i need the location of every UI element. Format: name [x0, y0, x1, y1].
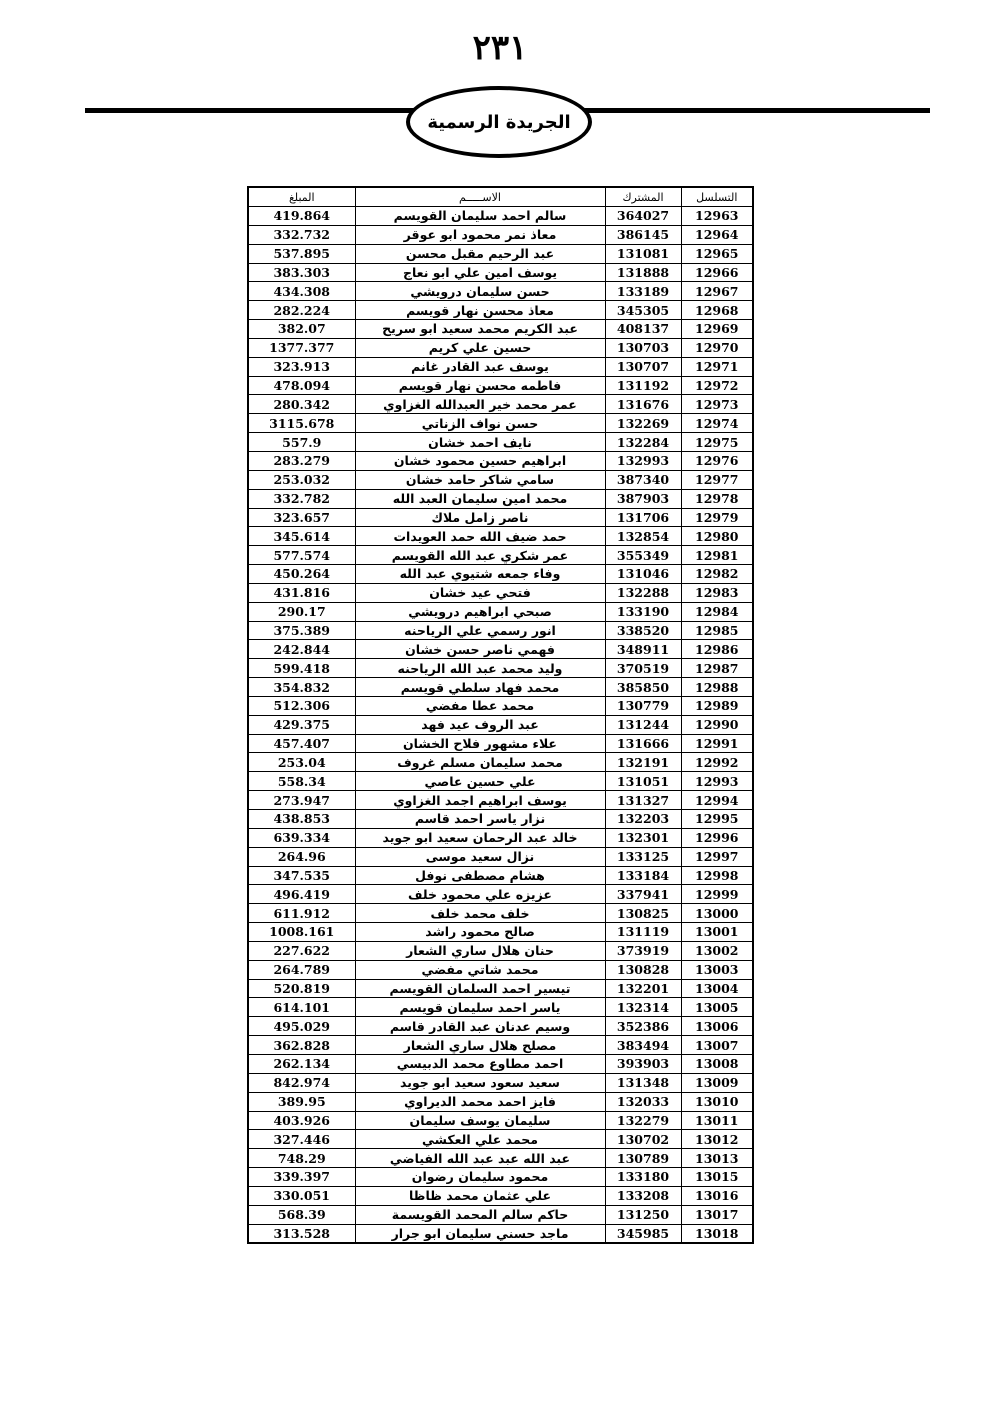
- cell-name: سليمان يوسف سليمان: [355, 1111, 605, 1130]
- table-row: [248, 1092, 753, 1111]
- table-row: [248, 979, 753, 998]
- table-row: [248, 357, 753, 376]
- cell-amount: 354.832: [248, 678, 355, 697]
- cell-name: وسيم عدنان عبد القادر قاسم: [355, 1017, 605, 1036]
- cell-subscriber: 133189: [605, 282, 681, 301]
- cell-subscriber: 355349: [605, 546, 681, 565]
- cell-amount: 253.04: [248, 753, 355, 772]
- cell-amount: 496.419: [248, 885, 355, 904]
- page-number: ٢٣١: [472, 28, 528, 68]
- table-row: [248, 866, 753, 885]
- cell-name: فتحي عيد خشان: [355, 583, 605, 602]
- cell-serial: 12969: [681, 320, 753, 339]
- cell-subscriber: 131666: [605, 734, 681, 753]
- cell-serial: 12997: [681, 847, 753, 866]
- cell-amount: 495.029: [248, 1017, 355, 1036]
- header-oval: [406, 86, 592, 158]
- table-row: [248, 433, 753, 452]
- cell-serial: 13004: [681, 979, 753, 998]
- cell-amount: 512.306: [248, 696, 355, 715]
- cell-serial: 12989: [681, 696, 753, 715]
- cell-serial: 12975: [681, 433, 753, 452]
- cell-subscriber: 133208: [605, 1186, 681, 1205]
- cell-amount: 313.528: [248, 1224, 355, 1243]
- cell-name: عمر محمد خير العبدالله الغزاوي: [355, 395, 605, 414]
- cell-name: ابراهيم حسين محمود خشان: [355, 451, 605, 470]
- cell-serial: 12992: [681, 753, 753, 772]
- cell-subscriber: 133180: [605, 1168, 681, 1187]
- cell-name: سالم احمد سليمان القويسم: [355, 207, 605, 226]
- cell-name: صالح محمود راشد: [355, 923, 605, 942]
- table-row: [248, 941, 753, 960]
- cell-name: انور رسمي علي الرياحنه: [355, 621, 605, 640]
- table-row: [248, 451, 753, 470]
- cell-name: معاذ نمر محمود ابو عوقر: [355, 225, 605, 244]
- table-row: [248, 659, 753, 678]
- cell-subscriber: 337941: [605, 885, 681, 904]
- cell-amount: 242.844: [248, 640, 355, 659]
- cell-serial: 13000: [681, 904, 753, 923]
- cell-name: يوسف ابراهيم اجمد الغزاوي: [355, 791, 605, 810]
- cell-amount: 557.9: [248, 433, 355, 452]
- cell-name: محمد سليمان مسلم غروف: [355, 753, 605, 772]
- cell-amount: 639.334: [248, 828, 355, 847]
- cell-subscriber: 130825: [605, 904, 681, 923]
- cell-serial: 12965: [681, 244, 753, 263]
- cell-name: عبد الله عبد عبد الله الفياضي: [355, 1149, 605, 1168]
- table-row: [248, 696, 753, 715]
- cell-serial: 12966: [681, 263, 753, 282]
- cell-name: حسين علي كريم: [355, 338, 605, 357]
- cell-subscriber: 133184: [605, 866, 681, 885]
- table-row: [248, 1111, 753, 1130]
- cell-amount: 1377.377: [248, 338, 355, 357]
- cell-subscriber: 387340: [605, 470, 681, 489]
- cell-subscriber: 132203: [605, 810, 681, 829]
- cell-amount: 429.375: [248, 715, 355, 734]
- cell-subscriber: 131192: [605, 376, 681, 395]
- cell-name: خالد عبد الرحمان سعيد ابو جويد: [355, 828, 605, 847]
- table-row: [248, 565, 753, 584]
- cell-serial: 12995: [681, 810, 753, 829]
- table-row: [248, 414, 753, 433]
- cell-name: علاء مشهور فلاح الخشان: [355, 734, 605, 753]
- cell-subscriber: 133190: [605, 602, 681, 621]
- cell-amount: 330.051: [248, 1186, 355, 1205]
- cell-subscriber: 132993: [605, 451, 681, 470]
- cell-subscriber: 130707: [605, 357, 681, 376]
- cell-subscriber: 370519: [605, 659, 681, 678]
- cell-subscriber: 131706: [605, 508, 681, 527]
- cell-serial: 13002: [681, 941, 753, 960]
- cell-serial: 13001: [681, 923, 753, 942]
- cell-amount: 568.39: [248, 1205, 355, 1224]
- cell-subscriber: 130702: [605, 1130, 681, 1149]
- cell-serial: 12991: [681, 734, 753, 753]
- cell-name: محمد عطا مفضي: [355, 696, 605, 715]
- cell-subscriber: 130779: [605, 696, 681, 715]
- cell-amount: 290.17: [248, 602, 355, 621]
- cell-amount: 1008.161: [248, 923, 355, 942]
- cell-amount: 332.782: [248, 489, 355, 508]
- cell-subscriber: 348911: [605, 640, 681, 659]
- cell-subscriber: 386145: [605, 225, 681, 244]
- cell-amount: 332.732: [248, 225, 355, 244]
- cell-amount: 273.947: [248, 791, 355, 810]
- cell-name: فايز احمد محمد الديراوي: [355, 1092, 605, 1111]
- cell-serial: 13010: [681, 1092, 753, 1111]
- cell-serial: 12970: [681, 338, 753, 357]
- cell-amount: 383.303: [248, 263, 355, 282]
- table-row: [248, 923, 753, 942]
- cell-amount: 327.446: [248, 1130, 355, 1149]
- table-row: [248, 489, 753, 508]
- cell-subscriber: 408137: [605, 320, 681, 339]
- cell-amount: 537.895: [248, 244, 355, 263]
- header-name: الاســـــم: [355, 187, 605, 207]
- cell-subscriber: 131888: [605, 263, 681, 282]
- cell-amount: 323.657: [248, 508, 355, 527]
- cell-serial: 13016: [681, 1186, 753, 1205]
- cell-name: عبد الروف عيد فهد: [355, 715, 605, 734]
- cell-name: يوسف امين علي ابو نعاج: [355, 263, 605, 282]
- cell-amount: 375.389: [248, 621, 355, 640]
- cell-name: خلف محمد خلف: [355, 904, 605, 923]
- cell-subscriber: 345305: [605, 301, 681, 320]
- cell-subscriber: 345985: [605, 1224, 681, 1243]
- cell-subscriber: 131051: [605, 772, 681, 791]
- table-row: [248, 640, 753, 659]
- cell-amount: 457.407: [248, 734, 355, 753]
- cell-serial: 12972: [681, 376, 753, 395]
- cell-amount: 323.913: [248, 357, 355, 376]
- table-row: [248, 885, 753, 904]
- cell-subscriber: 132201: [605, 979, 681, 998]
- cell-name: حمد ضيف الله حمد العويدات: [355, 527, 605, 546]
- cell-amount: 3115.678: [248, 414, 355, 433]
- cell-name: صبحي ابراهيم درويشي: [355, 602, 605, 621]
- table-row: [248, 1017, 753, 1036]
- cell-subscriber: 383494: [605, 1036, 681, 1055]
- cell-amount: 264.789: [248, 960, 355, 979]
- cell-subscriber: 132854: [605, 527, 681, 546]
- cell-amount: 253.032: [248, 470, 355, 489]
- cell-serial: 12978: [681, 489, 753, 508]
- cell-name: حسن سليمان درويشي: [355, 282, 605, 301]
- cell-serial: 12982: [681, 565, 753, 584]
- cell-amount: 478.094: [248, 376, 355, 395]
- table-row: [248, 602, 753, 621]
- cell-subscriber: 132288: [605, 583, 681, 602]
- cell-subscriber: 132191: [605, 753, 681, 772]
- table-row: [248, 847, 753, 866]
- cell-amount: 227.622: [248, 941, 355, 960]
- header-subscriber: المشترك: [605, 187, 681, 207]
- cell-name: ياسر احمد سليمان قويسم: [355, 998, 605, 1017]
- cell-name: نزار ياسر احمد قاسم: [355, 810, 605, 829]
- cell-name: حنان هلال ساري الشعار: [355, 941, 605, 960]
- cell-serial: 12993: [681, 772, 753, 791]
- cell-name: عبد الرحيم مقبل محسن: [355, 244, 605, 263]
- cell-amount: 599.418: [248, 659, 355, 678]
- cell-serial: 12967: [681, 282, 753, 301]
- table-row: [248, 828, 753, 847]
- cell-amount: 842.974: [248, 1073, 355, 1092]
- header-amount: المبلغ: [248, 187, 355, 207]
- cell-name: فهمي ناصر حسن خشان: [355, 640, 605, 659]
- cell-name: تيسير احمد السلمان القويسم: [355, 979, 605, 998]
- cell-amount: 403.926: [248, 1111, 355, 1130]
- table-row: [248, 527, 753, 546]
- cell-name: نزال سعيد موسى: [355, 847, 605, 866]
- table-row: [248, 904, 753, 923]
- cell-serial: 12974: [681, 414, 753, 433]
- cell-serial: 13013: [681, 1149, 753, 1168]
- cell-subscriber: 131348: [605, 1073, 681, 1092]
- cell-name: محمود سليمان رضوان: [355, 1168, 605, 1187]
- cell-name: يوسف عبد القادر غانم: [355, 357, 605, 376]
- cell-serial: 12985: [681, 621, 753, 640]
- header-title: الجريدة الرسمية: [427, 111, 571, 133]
- cell-amount: 450.264: [248, 565, 355, 584]
- cell-subscriber: 387903: [605, 489, 681, 508]
- cell-name: احمد مطاوع محمد الدبيسي: [355, 1054, 605, 1073]
- cell-amount: 362.828: [248, 1036, 355, 1055]
- cell-amount: 389.95: [248, 1092, 355, 1111]
- table-header-row: [248, 187, 753, 207]
- table-row: [248, 207, 753, 226]
- cell-serial: 13018: [681, 1224, 753, 1243]
- table-row: [248, 678, 753, 697]
- cell-name: حسن نواف الزناتي: [355, 414, 605, 433]
- cell-amount: 577.574: [248, 546, 355, 565]
- cell-amount: 347.535: [248, 866, 355, 885]
- cell-subscriber: 132033: [605, 1092, 681, 1111]
- cell-serial: 12980: [681, 527, 753, 546]
- table-row: [248, 282, 753, 301]
- header-serial: التسلسل: [681, 187, 753, 207]
- table-row: [248, 338, 753, 357]
- cell-serial: 13005: [681, 998, 753, 1017]
- table-row: [248, 320, 753, 339]
- table-row: [248, 960, 753, 979]
- cell-serial: 13003: [681, 960, 753, 979]
- cell-serial: 12999: [681, 885, 753, 904]
- cell-serial: 12977: [681, 470, 753, 489]
- cell-subscriber: 393903: [605, 1054, 681, 1073]
- table-row: [248, 1186, 753, 1205]
- cell-amount: 339.397: [248, 1168, 355, 1187]
- cell-subscriber: 132269: [605, 414, 681, 433]
- cell-amount: 382.07: [248, 320, 355, 339]
- cell-serial: 12964: [681, 225, 753, 244]
- cell-amount: 614.101: [248, 998, 355, 1017]
- table-row: [248, 791, 753, 810]
- cell-subscriber: 131250: [605, 1205, 681, 1224]
- cell-subscriber: 131046: [605, 565, 681, 584]
- table-row: [248, 1054, 753, 1073]
- cell-subscriber: 133125: [605, 847, 681, 866]
- cell-name: عبد الكريم محمد سعيد ابو سريح: [355, 320, 605, 339]
- cell-name: ماجد حسني سليمان ابو جرار: [355, 1224, 605, 1243]
- cell-name: محمد فهاد سلطي قويسم: [355, 678, 605, 697]
- cell-serial: 13008: [681, 1054, 753, 1073]
- cell-amount: 282.224: [248, 301, 355, 320]
- cell-serial: 13009: [681, 1073, 753, 1092]
- cell-subscriber: 130789: [605, 1149, 681, 1168]
- table-row: [248, 301, 753, 320]
- cell-serial: 13017: [681, 1205, 753, 1224]
- cell-subscriber: 131081: [605, 244, 681, 263]
- table-row: [248, 395, 753, 414]
- cell-name: محمد امين سليمان العبد الله: [355, 489, 605, 508]
- cell-serial: 12998: [681, 866, 753, 885]
- cell-serial: 12996: [681, 828, 753, 847]
- cell-name: علي حسين عاصي: [355, 772, 605, 791]
- cell-serial: 12968: [681, 301, 753, 320]
- cell-amount: 520.819: [248, 979, 355, 998]
- cell-amount: 280.342: [248, 395, 355, 414]
- cell-name: نايف احمد خشان: [355, 433, 605, 452]
- cell-serial: 12987: [681, 659, 753, 678]
- cell-subscriber: 131119: [605, 923, 681, 942]
- table-row: [248, 715, 753, 734]
- table-row: [248, 546, 753, 565]
- table-row: [248, 1224, 753, 1243]
- table-row: [248, 810, 753, 829]
- cell-amount: 419.864: [248, 207, 355, 226]
- cell-name: سعيد سعود سعيد ابو جويد: [355, 1073, 605, 1092]
- cell-serial: 13012: [681, 1130, 753, 1149]
- cell-name: عزيزه علي محمود خلف: [355, 885, 605, 904]
- cell-name: حاكم سالم المحمد القويسمة: [355, 1205, 605, 1224]
- cell-serial: 12981: [681, 546, 753, 565]
- cell-amount: 748.29: [248, 1149, 355, 1168]
- cell-subscriber: 130828: [605, 960, 681, 979]
- table-row: [248, 734, 753, 753]
- cell-amount: 262.134: [248, 1054, 355, 1073]
- table-row: [248, 1149, 753, 1168]
- cell-name: وفاء جمعه شتيوي عبد الله: [355, 565, 605, 584]
- cell-subscriber: 131327: [605, 791, 681, 810]
- cell-name: عمر شكري عبد الله القويسم: [355, 546, 605, 565]
- cell-subscriber: 132301: [605, 828, 681, 847]
- cell-subscriber: 364027: [605, 207, 681, 226]
- table-row: [248, 508, 753, 527]
- cell-name: وليد محمد عبد الله الرياحنه: [355, 659, 605, 678]
- cell-name: محمد علي العكشي: [355, 1130, 605, 1149]
- subscribers-table: [247, 186, 754, 1244]
- cell-serial: 12971: [681, 357, 753, 376]
- cell-name: هشام مصطفى نوفل: [355, 866, 605, 885]
- table-row: [248, 244, 753, 263]
- table-row: [248, 263, 753, 282]
- cell-subscriber: 385850: [605, 678, 681, 697]
- table-row: [248, 470, 753, 489]
- table-row: [248, 1205, 753, 1224]
- cell-name: سامي شاكر حامد خشان: [355, 470, 605, 489]
- table-row: [248, 998, 753, 1017]
- cell-serial: 12973: [681, 395, 753, 414]
- cell-subscriber: 130703: [605, 338, 681, 357]
- cell-subscriber: 131676: [605, 395, 681, 414]
- cell-amount: 283.279: [248, 451, 355, 470]
- cell-serial: 12986: [681, 640, 753, 659]
- cell-name: معاذ محسن نهار قويسم: [355, 301, 605, 320]
- cell-serial: 12963: [681, 207, 753, 226]
- table-row: [248, 376, 753, 395]
- table-row: [248, 1073, 753, 1092]
- cell-amount: 434.308: [248, 282, 355, 301]
- cell-amount: 611.912: [248, 904, 355, 923]
- cell-name: محمد شاتي مفضي: [355, 960, 605, 979]
- cell-subscriber: 373919: [605, 941, 681, 960]
- cell-name: مصلح هلال ساري الشعار: [355, 1036, 605, 1055]
- cell-serial: 12976: [681, 451, 753, 470]
- cell-serial: 12979: [681, 508, 753, 527]
- cell-subscriber: 132279: [605, 1111, 681, 1130]
- cell-subscriber: 132284: [605, 433, 681, 452]
- cell-name: ناصر زامل ملاك: [355, 508, 605, 527]
- cell-name: فاطمه محسن نهار قويسم: [355, 376, 605, 395]
- cell-amount: 558.34: [248, 772, 355, 791]
- cell-subscriber: 132314: [605, 998, 681, 1017]
- cell-name: علي عثمان محمد ظاظا: [355, 1186, 605, 1205]
- table-row: [248, 1036, 753, 1055]
- cell-amount: 438.853: [248, 810, 355, 829]
- cell-serial: 13015: [681, 1168, 753, 1187]
- table-row: [248, 225, 753, 244]
- cell-serial: 12990: [681, 715, 753, 734]
- table-row: [248, 1130, 753, 1149]
- cell-subscriber: 338520: [605, 621, 681, 640]
- cell-serial: 13011: [681, 1111, 753, 1130]
- cell-subscriber: 131244: [605, 715, 681, 734]
- table-row: [248, 621, 753, 640]
- cell-subscriber: 352386: [605, 1017, 681, 1036]
- cell-serial: 13006: [681, 1017, 753, 1036]
- cell-serial: 12988: [681, 678, 753, 697]
- cell-serial: 12994: [681, 791, 753, 810]
- table-row: [248, 1168, 753, 1187]
- table-row: [248, 753, 753, 772]
- cell-amount: 431.816: [248, 583, 355, 602]
- cell-serial: 12984: [681, 602, 753, 621]
- cell-amount: 264.96: [248, 847, 355, 866]
- table-row: [248, 583, 753, 602]
- table-row: [248, 772, 753, 791]
- cell-serial: 12983: [681, 583, 753, 602]
- cell-amount: 345.614: [248, 527, 355, 546]
- cell-serial: 13007: [681, 1036, 753, 1055]
